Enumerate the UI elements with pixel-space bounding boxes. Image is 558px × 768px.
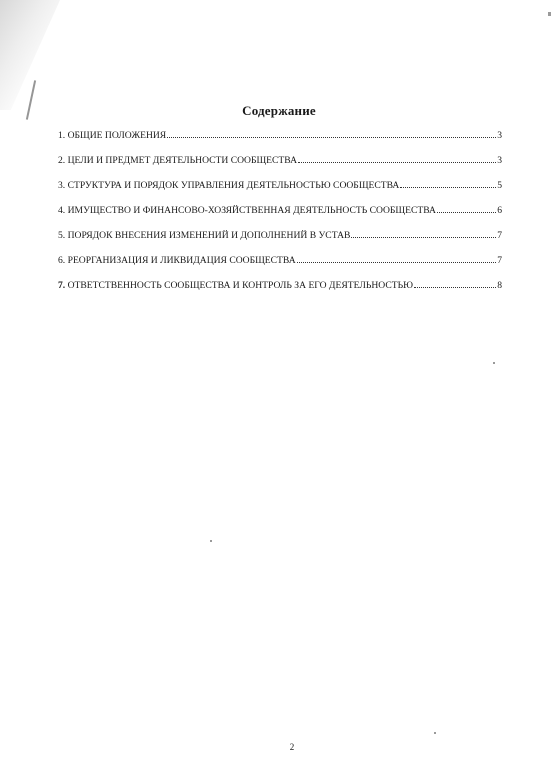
toc-item-number: 5.	[58, 230, 66, 241]
toc-item-page: 7	[497, 255, 502, 266]
toc-dot-leader	[437, 212, 496, 213]
toc-item-page: 7	[497, 230, 502, 241]
toc-item-number: 3.	[58, 180, 66, 191]
toc-dot-leader	[298, 162, 496, 163]
toc-item-5	[58, 230, 502, 255]
toc-dot-leader	[297, 262, 497, 263]
page-number: 2	[289, 742, 295, 752]
toc-item-title: ОБЩИЕ ПОЛОЖЕНИЯ	[67, 130, 167, 141]
toc-item-title: ОТВЕТСТВЕННОСТЬ СООБЩЕСТВА И КОНТРОЛЬ ЗА ЕГО ДЕЯТЕЛЬНОСТЬЮ	[67, 280, 413, 291]
toc-item-7	[58, 280, 502, 305]
toc-item-3	[58, 180, 502, 205]
toc-item-page: 8	[497, 280, 502, 291]
table-of-contents	[58, 130, 502, 305]
toc-item-6	[58, 255, 502, 280]
toc-item-page: 6	[497, 205, 502, 216]
toc-item-title: ПОРЯДОК ВНЕСЕНИЯ ИЗМЕНЕНИЙ И ДОПОЛНЕНИЙ В УСТАВ	[67, 230, 351, 241]
toc-item-number: 2.	[58, 155, 66, 166]
toc-item-number: 1.	[58, 130, 66, 141]
toc-item-number: 7.	[58, 280, 66, 291]
scan-speck	[210, 540, 212, 542]
toc-item-title: СТРУКТУРА И ПОРЯДОК УПРАВЛЕНИЯ ДЕЯТЕЛЬНОСТЬЮ СООБЩЕСТВА	[67, 180, 400, 191]
toc-dot-leader	[351, 237, 496, 238]
scan-speck	[493, 362, 495, 364]
toc-dot-leader	[167, 137, 496, 138]
page-title: Содержание	[242, 103, 316, 118]
scan-speck	[434, 732, 436, 734]
scan-shadow	[0, 0, 60, 110]
toc-dot-leader	[400, 187, 496, 188]
toc-item-number: 6.	[58, 255, 66, 266]
toc-item-page: 3	[497, 130, 502, 141]
scan-corner-mark	[548, 12, 551, 16]
toc-item-title: ИМУЩЕСТВО И ФИНАНСОВО-ХОЗЯЙСТВЕННАЯ ДЕЯТЕЛЬНОСТЬ СООБЩЕСТВА	[67, 205, 436, 216]
toc-item-title: ЦЕЛИ И ПРЕДМЕТ ДЕЯТЕЛЬНОСТИ СООБЩЕСТВА	[67, 155, 298, 166]
toc-dot-leader	[414, 287, 496, 288]
toc-item-1	[58, 130, 502, 155]
toc-item-2	[58, 155, 502, 180]
toc-item-number: 4.	[58, 205, 66, 216]
toc-item-title: РЕОРГАНИЗАЦИЯ И ЛИКВИДАЦИЯ СООБЩЕСТВА	[67, 255, 296, 266]
toc-item-4	[58, 205, 502, 230]
toc-item-page: 5	[497, 180, 502, 191]
toc-item-page: 3	[497, 155, 502, 166]
